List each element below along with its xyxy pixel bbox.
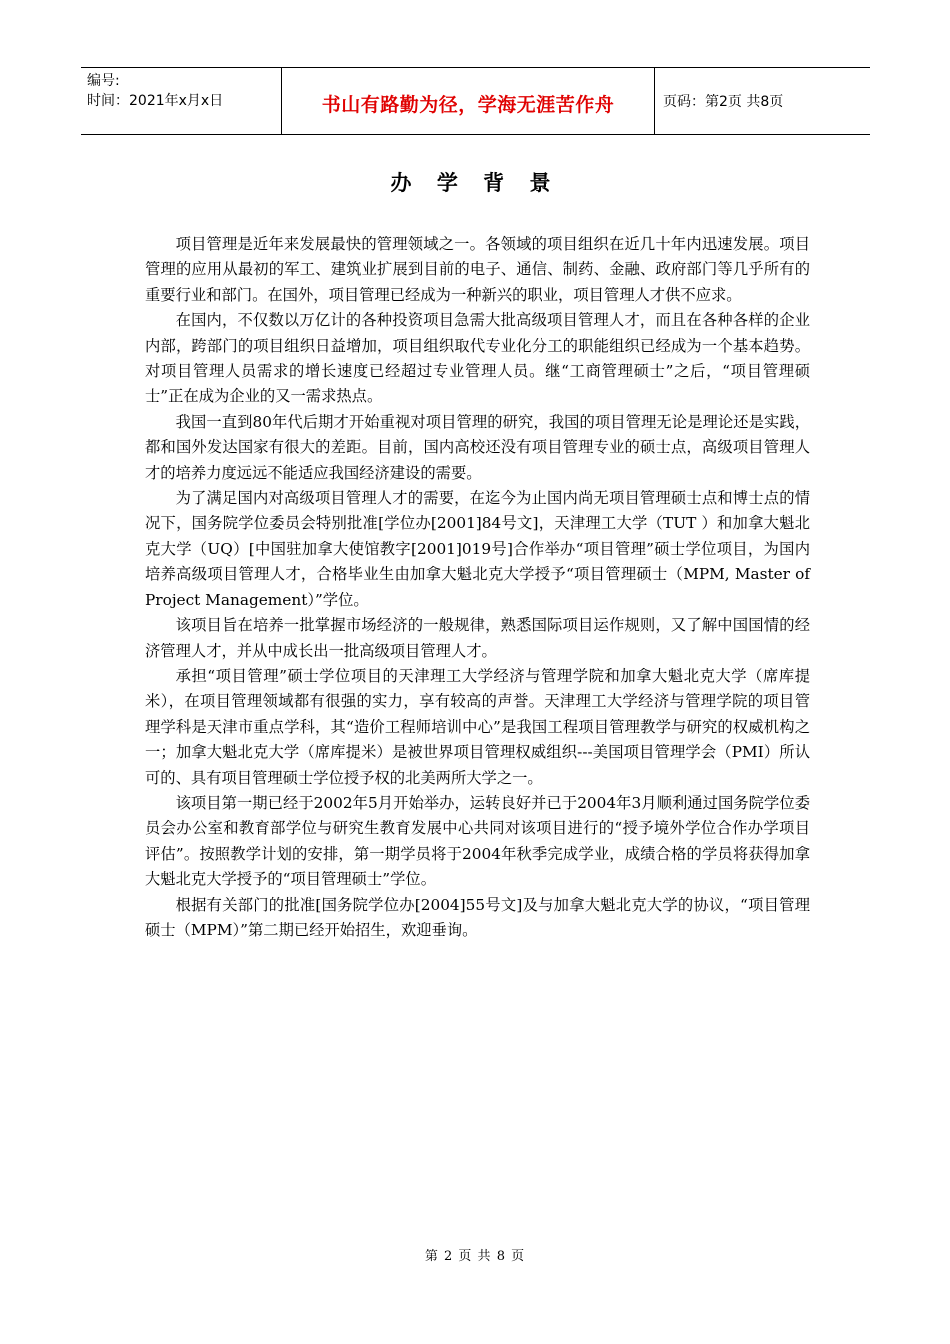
document-date-label: 时间：2021年x月x日 xyxy=(87,93,224,109)
header-page-info: 页码：第2页 共8页 xyxy=(663,94,784,110)
header-motto-cell xyxy=(282,68,655,134)
document-body xyxy=(145,232,810,943)
header-table xyxy=(81,67,870,135)
header-motto: 书山有路勤为径，学海无涯苦作舟 xyxy=(321,93,615,116)
paragraph-7: 该项目第一期已经于2002年5月开始举办，运转良好并已于2004年3月顺利通过国务院学位委员会办公室和教育部学位与研究生教育发展中心共同对该项目进行的“授予境外学位合作办学项目评估”。按照教学计划的安排，第一期学员将于2004年秋季完成学业，成绩合格的学员将获得加拿大魁北克大学授予的“项目管理硕士”学位。 xyxy=(145,793,810,889)
paragraph-3: 我国一直到80年代后期才开始重视对项目管理的研究，我国的项目管理无论是理论还是实践，都和国外发达国家有很大的差距。目前，国内高校还没有项目管理专业的硕士点，高级项目管理人才的培养力度远远不能适应我国经济建设的需要。 xyxy=(145,412,810,482)
document-title: 办 学 背 景 xyxy=(390,171,560,195)
document-number-label: 编号: xyxy=(87,73,120,89)
header-page-cell xyxy=(655,68,870,134)
page-footer: 第 2 页 共 8 页 xyxy=(424,1249,526,1264)
paragraph-8: 根据有关部门的批准[国务院学位办[2004]55号文]及与加拿大魁北克大学的协议，“项目管理硕士（MPM）”第二期已经开始招生，欢迎垂询。 xyxy=(145,895,810,939)
header-meta-cell xyxy=(81,68,282,134)
paragraph-4: 为了满足国内对高级项目管理人才的需要，在迄今为止国内尚无项目管理硕士点和博士点的情况下，国务院学位委员会特别批准[学位办[2001]84号文]，天津理工大学（TUT ）和加拿大魁北克大学（UQ）[中国驻加拿大使馆教字[2001]019号]合作举办“项目管理”硕士学位项目，为国内培养高级项目管理人才，合格毕业生由加拿大魁北克大学授予“项目管理硕士（MPM, Master of Project Management）”学位。 xyxy=(145,489,810,609)
paragraph-2: 在国内，不仅数以万亿计的各种投资项目急需大批高级项目管理人才，而且在各种各样的企业内部，跨部门的项目组织日益增加，项目组织取代专业化分工的职能组织已经成为一个基本趋势。对项目管理人员需求的增长速度已经超过专业管理人员。继“工商管理硕士”之后，“项目管理硕士”正在成为企业的又一需求热点。 xyxy=(145,311,810,406)
paragraph-1: 项目管理是近年来发展最快的管理领域之一。各领域的项目组织在近几十年内迅速发展。项目管理的应用从最初的军工、建筑业扩展到目前的电子、通信、制药、金融、政府部门等几乎所有的重要行业和部门。在国外，项目管理已经成为一种新兴的职业，项目管理人才供不应求。 xyxy=(145,235,810,304)
paragraph-6: 承担“项目管理”硕士学位项目的天津理工大学经济与管理学院和加拿大魁北克大学（席库提米），在项目管理领域都有很强的实力，享有较高的声誉。天津理工大学经济与管理学院的项目管理学科是天津市重点学科，其“造价工程师培训中心”是我国工程项目管理教学与研究的权威机构之一；加拿大魁北克大学（席库提米）是被世界项目管理权威组织---美国项目管理学会（PMI）所认可的、具有项目管理硕士学位授予权的北美两所大学之一。 xyxy=(145,666,810,787)
paragraph-5: 该项目旨在培养一批掌握市场经济的一般规律，熟悉国际项目运作规则，又了解中国国情的经济管理人才，并从中成长出一批高级项目管理人才。 xyxy=(145,616,810,660)
